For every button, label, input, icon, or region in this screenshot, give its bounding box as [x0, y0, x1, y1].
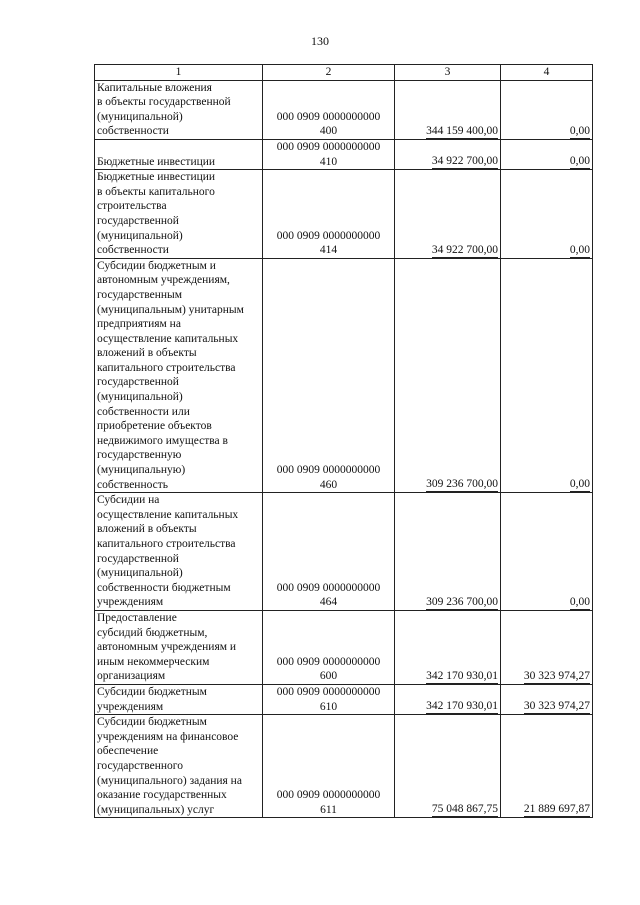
row-col4-cell	[501, 258, 593, 493]
row-col3-cell	[395, 170, 501, 259]
row-col3-cell	[395, 493, 501, 611]
row-name: Предоставление субсидий бюджетным, автономным учреждениям и иным некоммерческим организациям	[97, 611, 237, 683]
row-col3-value: 309 236 700,00	[426, 478, 498, 491]
row-col3-value: 342 170 930,01	[426, 700, 498, 713]
row-col3-value: 309 236 700,00	[426, 595, 498, 608]
table-row	[95, 170, 593, 259]
row-name-cell	[95, 610, 263, 684]
table-row	[95, 80, 593, 139]
row-code: 000 0909 0000000000 410	[276, 140, 381, 168]
table-row	[95, 493, 593, 611]
row-col3-cell	[395, 258, 501, 493]
header-row	[95, 65, 593, 81]
row-code-cell	[263, 139, 395, 169]
row-name: Субсидии на осуществление капитальных вложений в объекты капитального строительства государственной (муниципальной) собственности бюджетным учреждениям	[97, 494, 239, 609]
row-col4-value: 0,00	[569, 155, 590, 168]
row-code: 000 0909 0000000000 414	[276, 229, 381, 257]
row-code-cell	[263, 493, 395, 611]
row-code: 000 0909 0000000000 610	[276, 685, 381, 713]
row-col3-value: 344 159 400,00	[426, 124, 498, 137]
row-name-cell	[95, 715, 263, 818]
row-code: 000 0909 0000000000 600	[276, 655, 381, 683]
row-name: Субсидии бюджетным учреждениям на финансовое обеспечение государственного (муниципального) задания на оказание государственных (муниципальных) услуг	[97, 716, 242, 816]
row-name: Бюджетные инвестиции в объекты капитального строительства государственной (муниципальной) собственности	[97, 171, 216, 257]
row-code: 000 0909 0000000000 611	[276, 789, 381, 816]
row-col4-value: 21 889 697,87	[523, 803, 590, 816]
row-name-cell	[95, 684, 263, 714]
row-col4-value: 0,00	[569, 478, 590, 491]
row-col4-cell	[501, 139, 593, 169]
row-code-cell	[263, 170, 395, 259]
row-col3-value: 342 170 930,01	[426, 669, 498, 682]
page-number: 130	[311, 34, 329, 48]
row-code: 000 0909 0000000000 464	[276, 581, 381, 609]
row-name: Капитальные вложения в объекты государственной (муниципальной) собственности	[97, 81, 231, 138]
row-col4-value: 0,00	[569, 243, 590, 256]
row-col4-value: 0,00	[569, 595, 590, 608]
column-header: 4	[501, 65, 593, 81]
row-col4-value: 30 323 974,27	[523, 700, 590, 713]
row-name-cell	[95, 80, 263, 139]
table-row	[95, 610, 593, 684]
column-header: 3	[395, 65, 501, 81]
row-code-cell	[263, 715, 395, 818]
table-row	[95, 684, 593, 714]
row-col3-value: 34 922 700,00	[431, 243, 498, 256]
row-col4-cell	[501, 170, 593, 259]
row-col4-cell	[501, 80, 593, 139]
row-col3-cell	[395, 80, 501, 139]
row-code: 000 0909 0000000000 460	[276, 464, 381, 491]
budget-table	[94, 64, 593, 818]
row-name-cell	[95, 493, 263, 611]
row-col3-cell	[395, 139, 501, 169]
table-row	[95, 139, 593, 169]
row-code-cell	[263, 80, 395, 139]
row-name-cell	[95, 170, 263, 259]
column-header: 2	[263, 65, 395, 81]
row-col4-cell	[501, 715, 593, 818]
row-col3-cell	[395, 715, 501, 818]
row-col3-value: 75 048 867,75	[431, 803, 498, 816]
row-col3-value: 34 922 700,00	[431, 155, 498, 168]
row-code-cell	[263, 610, 395, 684]
row-name: Субсидии бюджетным учреждениям	[97, 685, 207, 713]
row-name: Субсидии бюджетным и автономным учреждениям, государственным (муниципальным) унитарным предприятиям на осуществление капитальных вложений в объекты капитального строительства государственной (муниципальной) собственности или приобретение объектов недвижимого имущества в государственную (муниципальную) собственность	[97, 259, 244, 491]
row-col4-cell	[501, 684, 593, 714]
row-col3-cell	[395, 610, 501, 684]
row-code-cell	[263, 684, 395, 714]
row-name-cell	[95, 139, 263, 169]
row-name: Бюджетные инвестиции	[97, 155, 216, 168]
table-row	[95, 258, 593, 493]
row-col3-cell	[395, 684, 501, 714]
row-col4-cell	[501, 493, 593, 611]
row-name-cell	[95, 258, 263, 493]
table-row	[95, 715, 593, 818]
row-code-cell	[263, 258, 395, 493]
row-col4-value: 30 323 974,27	[523, 669, 590, 682]
row-col4-cell	[501, 610, 593, 684]
row-code: 000 0909 0000000000 400	[276, 110, 381, 138]
column-header: 1	[95, 65, 263, 81]
row-col4-value: 0,00	[569, 124, 590, 137]
